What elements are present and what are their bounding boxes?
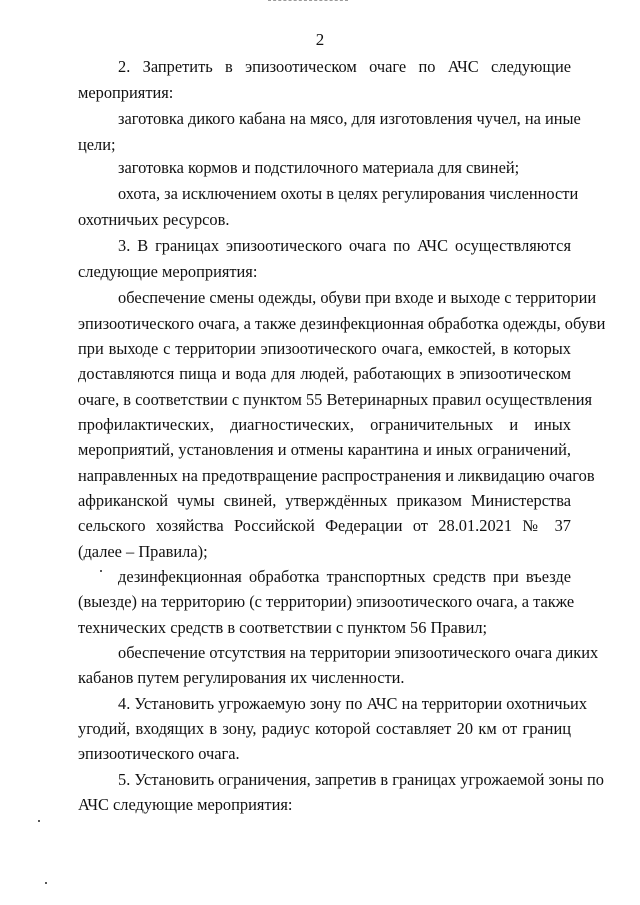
paragraph-4-line-1: 4. Установить угрожаемую зону по АЧС на территории охотничьих [118,694,588,713]
measure-boars-line-2: кабанов путем регулирования их численности. [78,668,405,687]
paragraph-2-line-1: 2. Запретить в эпизоотическом очаге по АЧС следующие [118,57,571,76]
measure-clothing-line-3: при выходе с территории эпизоотического очага, емкостей, в которых [78,339,571,358]
measure-vehicles-line-3: технических средств в соответствии с пунктом 56 Правил; [78,618,488,637]
measure-clothing-line-9: африканской чумы свиней, утверждённых приказом Министерства [78,491,571,510]
paragraph-2-line-2: мероприятия: [78,83,174,102]
measure-clothing-line-5: очаге, в соответствии с пунктом 55 Ветеринарных правил осуществления [78,390,593,409]
list-item-boar-line-1: заготовка дикого кабана на мясо, для изготовления чучел, на иные [118,109,581,128]
measure-clothing-line-6: профилактических, диагностических, ограничительных и иных [78,415,571,434]
paragraph-3-line-1: 3. В границах эпизоотического очага по АЧС осуществляются [118,236,571,255]
list-item-hunting-line-2: охотничьих ресурсов. [78,210,230,229]
paragraph-4-line-2: угодий, входящих в зону, радиус которой составляет 20 км от границ [78,719,571,738]
list-item-feed: заготовка кормов и подстилочного материала для свиней; [118,158,520,177]
list-item-hunting-line-1: охота, за исключением охоты в целях регулирования численности [118,184,579,203]
measure-vehicles-line-2: (выезде) на территорию (с территории) эпизоотического очага, а также [78,592,575,611]
measure-clothing-line-7: мероприятий, установления и отмены карантина и иных ограничений, [78,440,571,459]
scan-edge-artifact [268,0,348,2]
paragraph-4-line-3: эпизоотического очага. [78,744,240,763]
scan-speck [45,882,47,884]
measure-boars-line-1: обеспечение отсутствия на территории эпизоотического очага диких [118,643,599,662]
measure-clothing-line-11: (далее – Правила); [78,542,208,561]
measure-clothing-line-4: доставляются пища и вода для людей, работающих в эпизоотическом [78,364,571,383]
scan-speck [100,570,102,572]
paragraph-5-line-2: АЧС следующие мероприятия: [78,795,293,814]
list-item-boar-line-2: цели; [78,135,116,154]
measure-clothing-line-10: сельского хозяйства Российской Федерации от 28.01.2021 № 37 [78,516,571,535]
paragraph-5-line-1: 5. Установить ограничения, запретив в границах угрожаемой зоны по [118,770,604,789]
measure-clothing-line-8: направленных на предотвращение распространения и ликвидацию очагов [78,466,595,485]
scan-speck [38,820,40,822]
page-number: 2 [315,30,325,49]
measure-clothing-line-1: обеспечение смены одежды, обуви при входе и выходе с территории [118,288,597,307]
paragraph-3-line-2: следующие мероприятия: [78,262,258,281]
measure-clothing-line-2: эпизоотического очага, а также дезинфекционная обработка одежды, обуви [78,314,606,333]
measure-vehicles-line-1: дезинфекционная обработка транспортных средств при въезде [118,567,571,586]
